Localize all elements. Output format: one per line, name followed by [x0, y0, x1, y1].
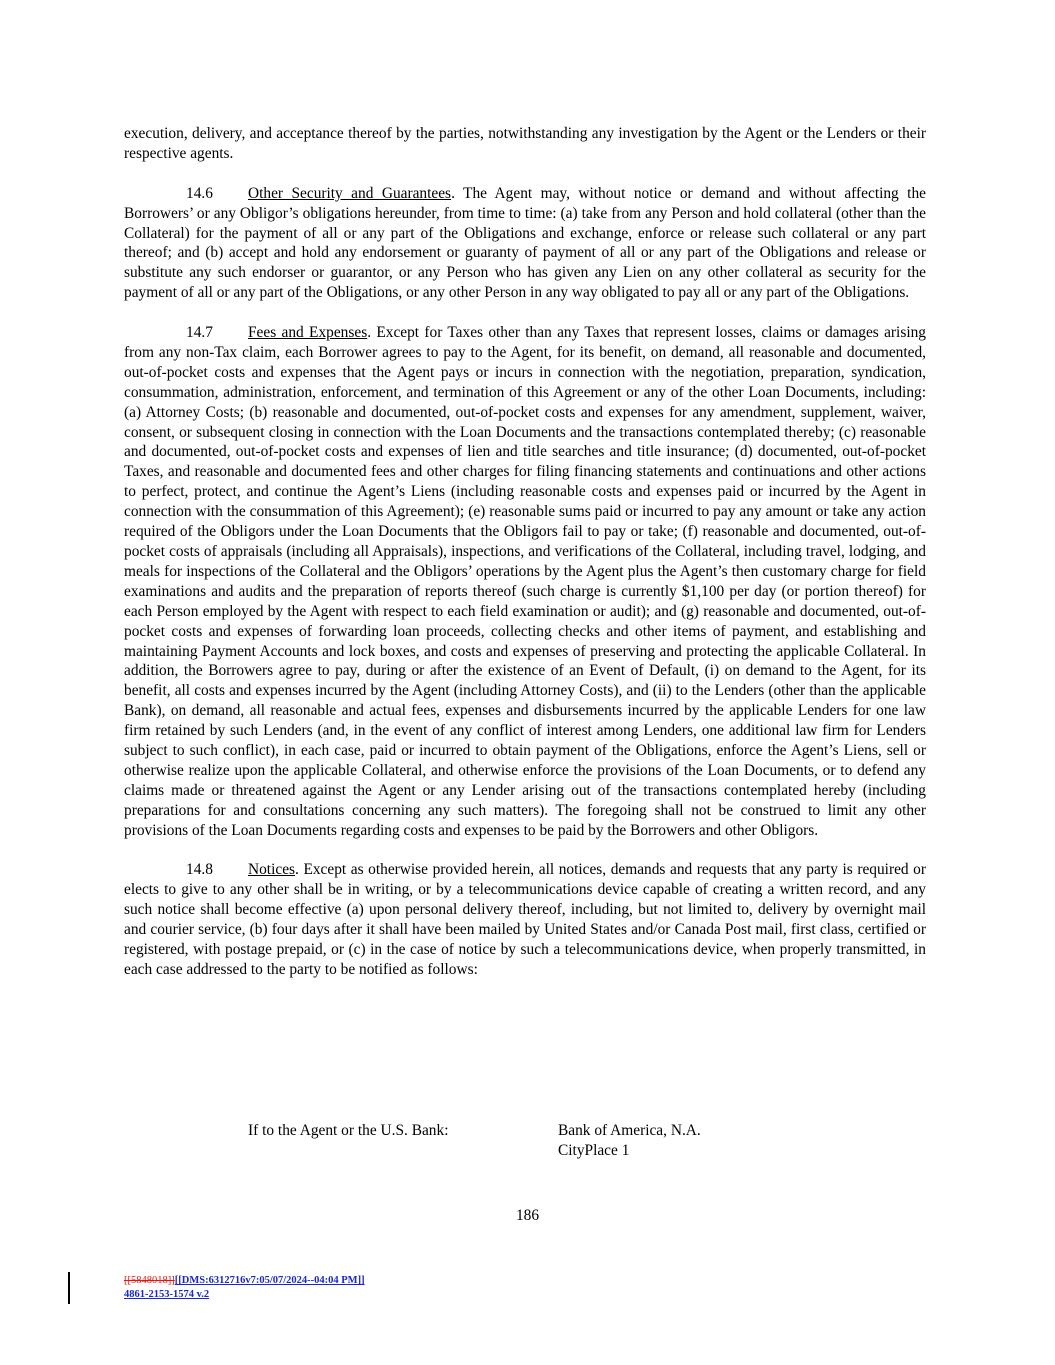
notice-address-line-2: CityPlace 1 — [558, 1141, 630, 1159]
revision-change-bar — [68, 1272, 70, 1304]
section-14-7 — [124, 323, 926, 841]
document-body — [124, 124, 926, 1000]
section-body: . Except as otherwise provided herein, all notices, demands and requests that any party is required or elects to give to any other shall be in writing, or by a telecommunications device capable of creating a written record, and any such notice shall become effective (a) upon personal delivery thereof, including, but not limited to, delivery by overnight mail and courier service, (b) four days after it shall have been mailed by United States and/or Canada Post mail, first class, certified or registered, with postage prepaid, or (c) in the case of notice by such a telecommunications device, when properly transmitted, in each case addressed to the party to be notified as follows: — [124, 861, 926, 979]
section-body: . The Agent may, without notice or demand and without affecting the Borrowers’ or any Obligor’s obligations hereunder, from time to time: (a) take from any Person and hold collateral (other than the Collateral) for the payment of all or any part of the Obligations and exchange, enforce or release such collateral or any part thereof; and (b) accept and hold any endorsement or guaranty of payment of all or any part of the Obligations and release or substitute any such endorser or guarantor, or any Person who has given any Lien on any other collateral as security for the payment of all or any part of the Obligations, or any other Person in any way obligated to pay all or any part of the Obligations. — [124, 184, 926, 302]
intro-paragraph: execution, delivery, and acceptance thereof by the parties, notwithstanding any investigation by the Agent or the Lenders or their respective agents. — [124, 125, 926, 162]
section-14-6 — [124, 184, 926, 303]
section-number: 14.8 — [186, 861, 213, 879]
section-title: Notices — [248, 861, 296, 879]
section-title: Fees and Expenses — [248, 324, 368, 342]
section-number: 14.7 — [186, 324, 213, 342]
page-number: 186 — [515, 1207, 540, 1224]
section-title: Other Security and Guarantees — [248, 184, 452, 202]
notice-address — [558, 1121, 701, 1161]
section-number: 14.6 — [186, 184, 213, 202]
deleted-document-id: [[5848018]] — [124, 1275, 175, 1286]
inserted-document-id: [[DMS:6312716v7:05/07/2024--04:04 PM]] — [174, 1275, 365, 1286]
footer-document-number: 4861-2153-1574 v.2 — [124, 1289, 210, 1300]
section-body: . Except for Taxes other than any Taxes that represent losses, claims or damages arising from any non-Tax claim, each Borrower agrees to pay to the Agent, for its benefit, on demand, all reasonable and documented, out-of-pocket costs and expenses that the Agent pays or incurs in connection with the negotiation, preparation, syndication, consummation, administration, enforcement, and termination of this Agreement or any of the other Loan Documents, including: (a) Attorney Costs; (b) reasonable and documented, out-of-pocket costs and expenses for any amendment, supplement, waiver, consent, or subsequent closing in connection with the Loan Documents and the transactions contemplated thereby; (c) reasonable and documented, out-of-pocket costs and expenses of lien and title searches and title insurance; (d) documented, out-of-pocket Taxes, and reasonable and documented fees and other charges for filing financing statements and continuations and other actions to perfect, protect, and continue the Agent’s Liens (including reasonable costs and expenses paid or incurred by the Agent in connection with the consummation of this Agreement); (e) reasonable sums paid or incurred to pay any amount or take any action required of the Obligors under the Loan Documents that the Obligors fail to pay or take; (f) reasonable and documented, out-of-pocket costs of appraisals (including all Appraisals), inspections, and verifications of the Collateral, including travel, lodging, and meals for inspections of the Collateral and the Obligors’ operations by the Agent plus the Agent’s then customary charge for field examinations and audits and the preparation of reports thereof (such charge is currently $1,100 per day (or portion thereof) for each Person employed by the Agent with respect to each field examination or audit); and (g) reasonable and documented, out-of-pocket costs and expenses of forwarding loan proceeds, collecting checks and other items of payment, and establishing and maintaining Payment Accounts and lock boxes, and costs and expenses of preserving and protecting the applicable Collateral. In addition, the Borrowers agree to pay, during or after the existence of an Event of Default, (i) on demand to the Agent, for its benefit, all costs and expenses incurred by the Agent (including Attorney Costs), and (ii) to the Lenders (other than the applicable Bank), on demand, all reasonable and actual fees, expenses and disbursements incurred by the applicable Lenders for one law firm retained by such Lenders (and, in the event of any conflict of interest among Lenders, one additional law firm for Lenders subject to such conflict), in each case, paid or incurred to obtain payment of the Obligations, enforce the Agent’s Liens, sell or otherwise realize upon the applicable Collateral, and otherwise enforce the provisions of the Loan Documents, or to defend any claims made or threatened against the Agent or any Lender arising out of the transactions contemplated hereby (including preparations for and consultations concerning any such matters). The foregoing shall not be construed to limit any other provisions of the Loan Documents regarding costs and expenses to be paid by the Borrowers and other Obligors. — [124, 324, 926, 839]
notice-address-label: If to the Agent or the U.S. Bank: — [248, 1122, 449, 1139]
footer-dms-line — [124, 1274, 365, 1288]
document-footer — [124, 1274, 365, 1302]
notice-address-line-1: Bank of America, N.A. — [558, 1122, 701, 1139]
section-14-8 — [124, 860, 926, 979]
